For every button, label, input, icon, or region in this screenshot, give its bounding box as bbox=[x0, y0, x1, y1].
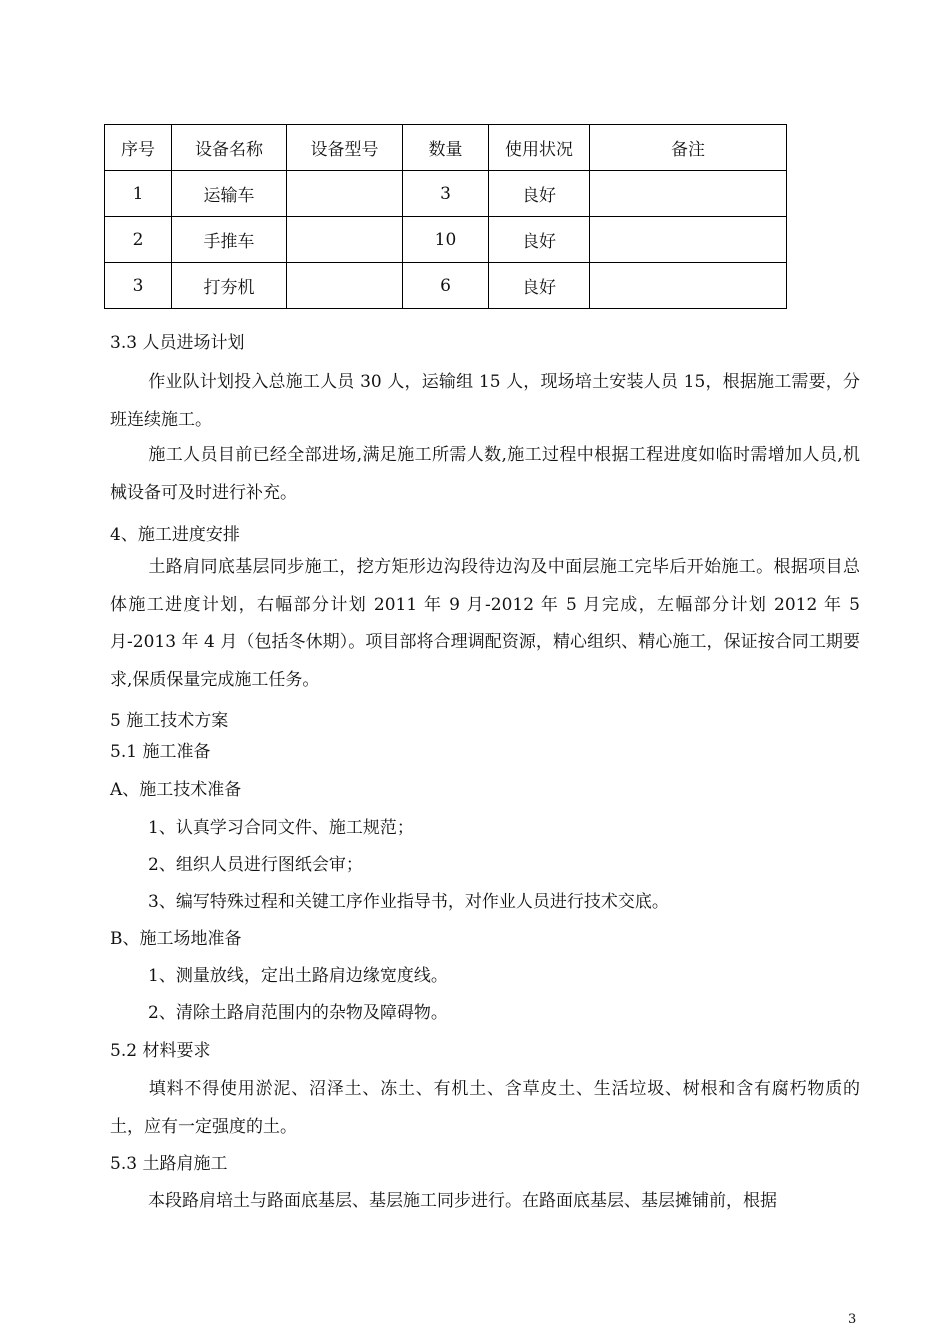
section-heading-5-2: 5.2 材料要求 bbox=[110, 1041, 211, 1061]
subsection-heading-a: A、施工技术准备 bbox=[110, 780, 242, 800]
table-cell: 良好 bbox=[489, 171, 590, 217]
table-cell: 2 bbox=[105, 217, 172, 263]
table-cell: 3 bbox=[105, 263, 172, 309]
paragraph-text: 本段路肩培土与路面底基层、基层施工同步进行。在路面底基层、基层摊铺前，根据 bbox=[148, 1191, 777, 1211]
list-item: 1、认真学习合同文件、施工规范； bbox=[148, 818, 414, 838]
table-row bbox=[105, 217, 787, 263]
table-cell: 3 bbox=[403, 171, 489, 217]
table-cell: 良好 bbox=[489, 263, 590, 309]
table-cell: 良好 bbox=[489, 217, 590, 263]
table-cell bbox=[590, 171, 787, 217]
section-heading-5: 5 施工技术方案 bbox=[110, 711, 229, 731]
table-cell: 打夯机 bbox=[172, 263, 287, 309]
header-cell: 设备型号 bbox=[287, 125, 403, 171]
subsection-heading-b: B、施工场地准备 bbox=[110, 929, 242, 949]
paragraph-text: 施工人员目前已经全部进场,满足施工所需人数,施工过程中根据工程进度如临时需增加人员,机械设备可及时进行补充。 bbox=[110, 445, 860, 503]
table-cell bbox=[287, 171, 403, 217]
table-cell: 1 bbox=[105, 171, 172, 217]
table-cell bbox=[287, 263, 403, 309]
equipment-table bbox=[104, 124, 787, 309]
paragraph-staffing-status bbox=[110, 437, 860, 512]
header-cell: 使用状况 bbox=[489, 125, 590, 171]
header-cell: 设备名称 bbox=[172, 125, 287, 171]
paragraph-text: 填料不得使用淤泥、沼泽土、冻土、有机土、含草皮土、生活垃圾、树根和含有腐朽物质的土，应有一定强度的土。 bbox=[110, 1079, 860, 1137]
paragraph-staffing bbox=[110, 364, 860, 439]
table-row bbox=[105, 263, 787, 309]
header-cell: 备注 bbox=[590, 125, 787, 171]
paragraph-schedule bbox=[110, 549, 860, 699]
list-item: 1、测量放线，定出土路肩边缘宽度线。 bbox=[148, 966, 448, 986]
table-header-row bbox=[105, 125, 787, 171]
table-cell: 手推车 bbox=[172, 217, 287, 263]
page-number: 3 bbox=[848, 1312, 857, 1327]
paragraph-materials bbox=[110, 1071, 860, 1146]
table-cell bbox=[287, 217, 403, 263]
table-cell bbox=[590, 263, 787, 309]
section-heading-5-3: 5.3 土路肩施工 bbox=[110, 1154, 228, 1174]
list-item: 2、组织人员进行图纸会审； bbox=[148, 855, 363, 875]
header-cell: 序号 bbox=[105, 125, 172, 171]
paragraph-text: 土路肩同底基层同步施工，挖方矩形边沟段待边沟及中面层施工完毕后开始施工。根据项目总体施工进度计划，右幅部分计划 2011 年 9 月-2012 年 5 月完成，左幅部分计划 2012 年 5 月-2013 年 4 月（包括冬休期）。项目部将合理调配资源，精心组织、精心施工，保证按合同工期要求,保质保量完成施工任务。 bbox=[110, 557, 860, 690]
section-heading-3-3: 3.3 人员进场计划 bbox=[110, 333, 245, 353]
table-cell: 10 bbox=[403, 217, 489, 263]
section-heading-5-1: 5.1 施工准备 bbox=[110, 742, 211, 762]
table-row bbox=[105, 171, 787, 217]
table-cell: 运输车 bbox=[172, 171, 287, 217]
section-heading-4: 4、施工进度安排 bbox=[110, 525, 240, 545]
paragraph-text: 作业队计划投入总施工人员 30 人，运输组 15 人，现场培土安装人员 15，根据施工需要，分班连续施工。 bbox=[110, 372, 860, 430]
paragraph-shoulder-construction bbox=[110, 1183, 860, 1221]
header-cell: 数量 bbox=[403, 125, 489, 171]
list-item: 2、清除土路肩范围内的杂物及障碍物。 bbox=[148, 1003, 448, 1023]
table-cell bbox=[590, 217, 787, 263]
list-item: 3、编写特殊过程和关键工序作业指导书，对作业人员进行技术交底。 bbox=[148, 892, 669, 912]
table-cell: 6 bbox=[403, 263, 489, 309]
